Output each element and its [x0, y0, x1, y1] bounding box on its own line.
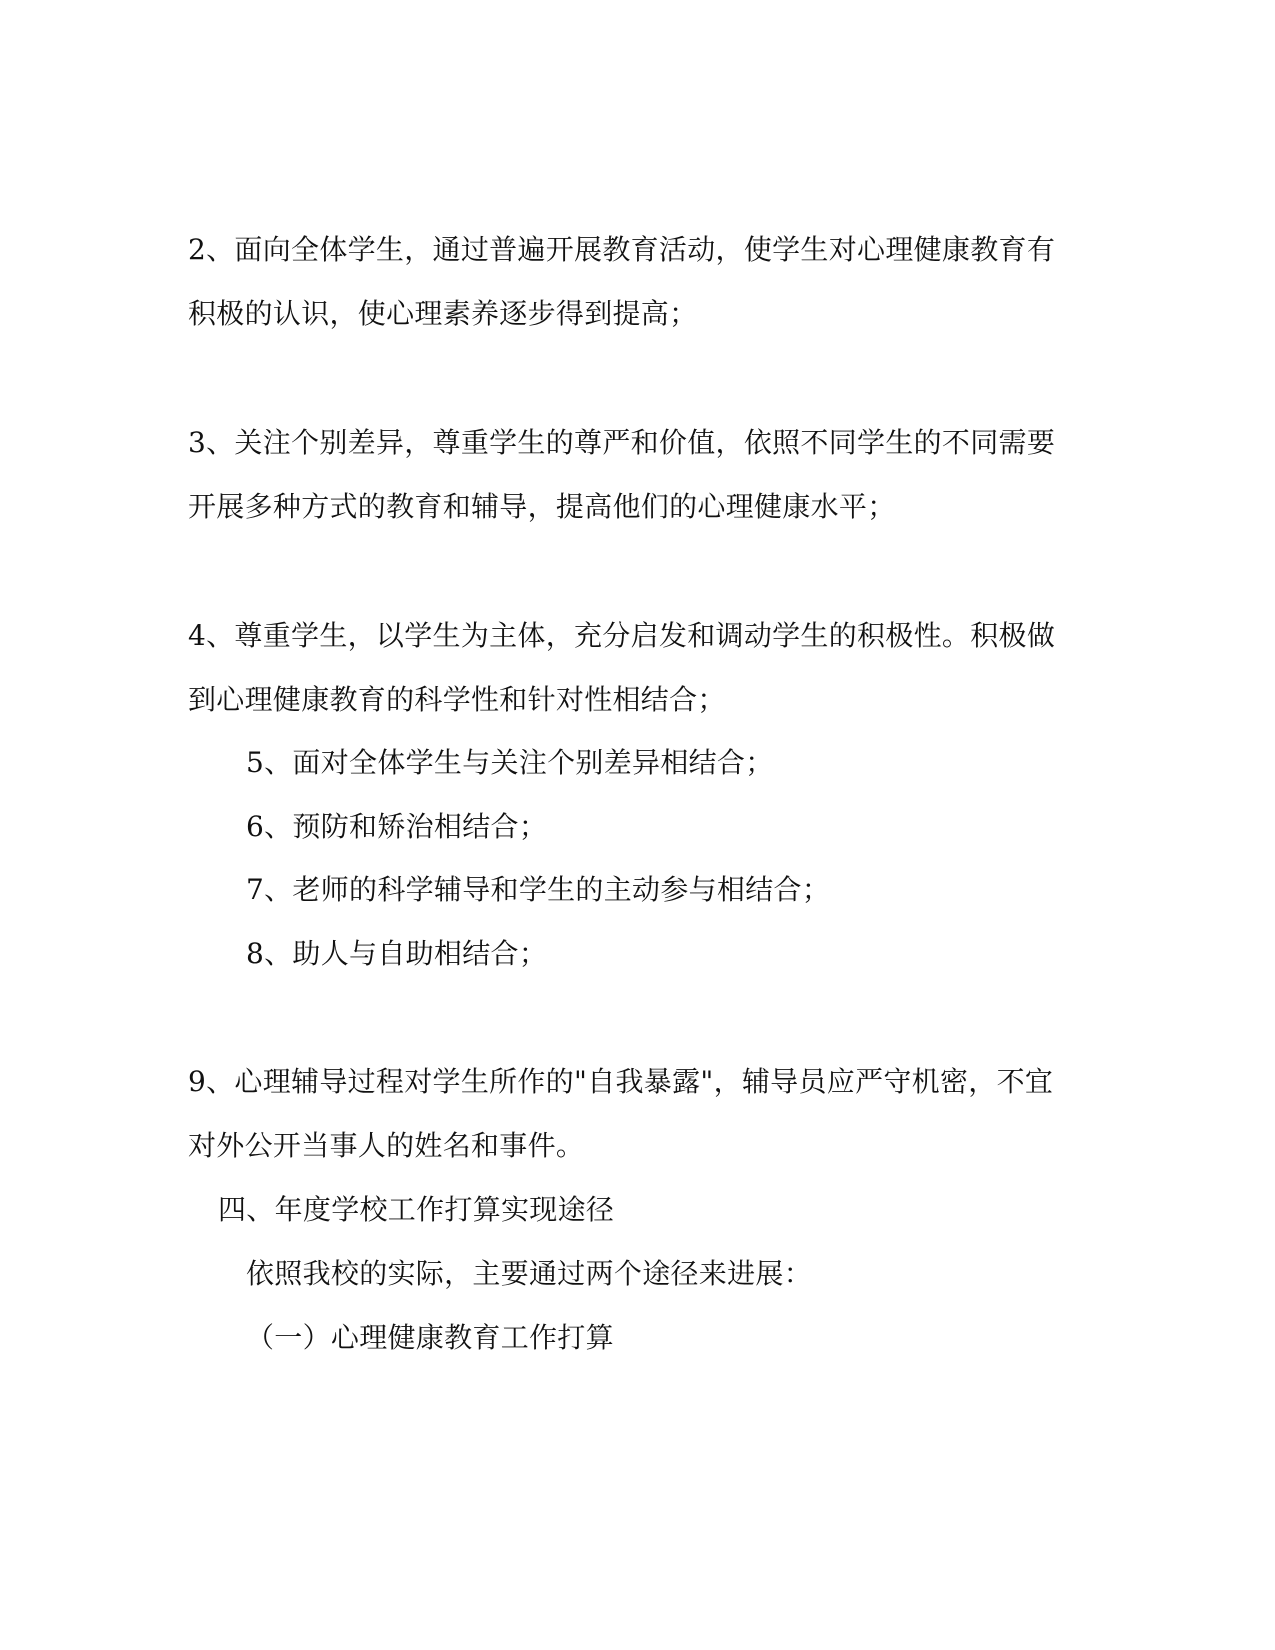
- paragraph-4-line-1: 4、尊重学生，以学生为主体，充分启发和调动学生的积极性。积极做: [188, 619, 1056, 652]
- paragraph-4-line-2: 到心理健康教育的科学性和针对性相结合；: [188, 683, 726, 716]
- list-item-8: 8、助人与自助相结合；: [246, 937, 548, 970]
- paragraph-3-line-1: 3、关注个别差异，尊重学生的尊严和价值，依照不同学生的不同需要: [188, 426, 1056, 459]
- paragraph-9-line-2: 对外公开当事人的姓名和事件。: [188, 1129, 585, 1162]
- list-item-7: 7、老师的科学辅导和学生的主动参与相结合；: [246, 873, 831, 906]
- paragraph-9-line-1: 9、心理辅导过程对学生所作的"自我暴露"，辅导员应严守机密，不宜: [188, 1065, 1054, 1098]
- list-item-6: 6、预防和矫治相结合；: [246, 810, 548, 843]
- section-intro: 依照我校的实际，主要通过两个途径来进展：: [246, 1257, 813, 1290]
- list-item-5: 5、面对全体学生与关注个别差异相结合；: [246, 746, 774, 779]
- section-heading: 四、年度学校工作打算实现途径: [218, 1193, 615, 1226]
- paragraph-2-line-1: 2、面向全体学生，通过普遍开展教育活动，使学生对心理健康教育有: [188, 233, 1056, 266]
- subsection-heading: （一）心理健康教育工作打算: [246, 1321, 614, 1354]
- paragraph-2-line-2: 积极的认识，使心理素养逐步得到提高；: [188, 297, 698, 330]
- paragraph-3-line-2: 开展多种方式的教育和辅导，提高他们的心理健康水平；: [188, 490, 896, 523]
